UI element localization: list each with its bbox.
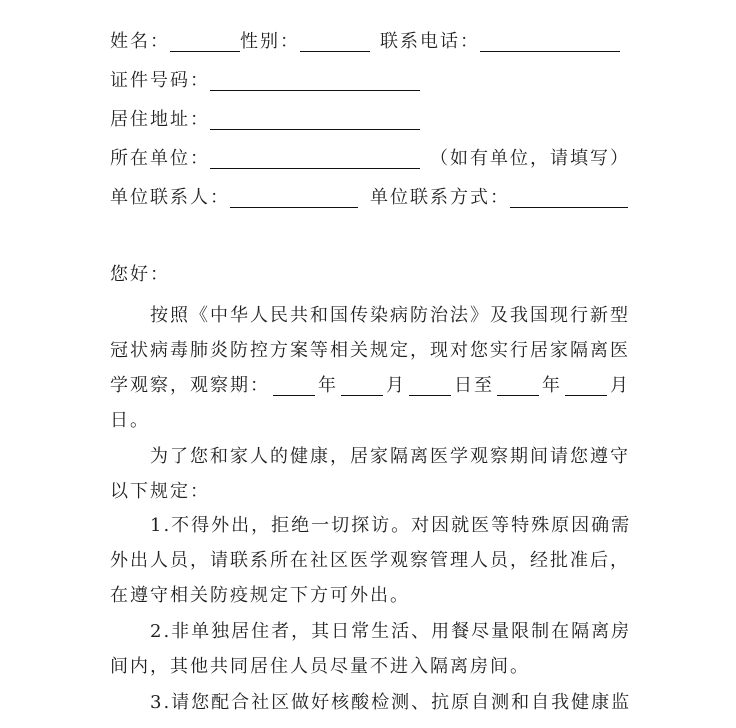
name-blank — [170, 31, 240, 52]
end-year-blank — [497, 375, 539, 396]
rule-2-line — [150, 620, 631, 644]
id-blank — [210, 70, 420, 91]
start-year-unit: 年 — [318, 375, 338, 396]
intro-line-2: 冠状病毒肺炎防控方案等相关规定，现对您实行居家隔离医 — [110, 340, 630, 361]
rule-1-line-2: 外出人员，请联系所在社区医学观察管理人员，经批准后， — [110, 550, 630, 571]
address-label: 居住地址： — [110, 109, 210, 130]
form-row-personal — [110, 30, 620, 54]
period-prefix: 学观察，观察期： — [110, 375, 270, 396]
rule-1-line — [150, 514, 631, 538]
name-label: 姓名： — [110, 31, 170, 52]
phone-label: 联系电话： — [380, 31, 480, 52]
unit-contact-blank — [230, 187, 358, 208]
unit-note: （如有单位，请填写） — [430, 148, 630, 169]
greeting-text: 您好： — [110, 264, 170, 285]
unit-label: 所在单位： — [110, 148, 210, 169]
paragraph-line — [110, 409, 150, 433]
start-year-blank — [273, 375, 315, 396]
rule-1-line-1: 1.不得外出，拒绝一切探访。对因就医等特殊原因确需 — [150, 515, 632, 536]
form-row-unit-contact — [110, 186, 628, 210]
rules-intro-line-2: 以下规定： — [110, 481, 210, 502]
gender-blank — [300, 31, 370, 52]
start-day-blank — [409, 375, 451, 396]
period-end: 日。 — [110, 410, 150, 431]
end-year-unit: 年 — [542, 375, 562, 396]
greeting — [110, 263, 170, 287]
intro-line-1: 按照《中华人民共和国传染病防治法》及我国现行新型 — [150, 305, 630, 326]
observation-period-line — [110, 374, 630, 398]
rule-3-line-1: 3.请您配合社区做好核酸检测、抗原自测和自我健康监 — [150, 692, 632, 713]
form-row-id — [110, 69, 420, 93]
end-month-blank — [565, 375, 607, 396]
rule-1-line — [110, 549, 630, 573]
form-row-address — [110, 108, 420, 132]
form-row-unit — [110, 147, 630, 171]
id-label: 证件号码： — [110, 70, 210, 91]
unit-contact-label: 单位联系人： — [110, 187, 230, 208]
gender-label: 性别： — [240, 31, 300, 52]
end-month-unit: 月 — [610, 375, 630, 396]
unit-contact-method-blank — [510, 187, 628, 208]
phone-blank — [480, 31, 620, 52]
rule-2-line-2: 间内，其他共同居住人员尽量不进入隔离房间。 — [110, 656, 530, 677]
rule-1-line — [110, 584, 410, 608]
rule-2-line — [110, 655, 530, 679]
start-month-blank — [341, 375, 383, 396]
address-blank — [210, 109, 420, 130]
unit-contact-method-label: 单位联系方式： — [370, 187, 510, 208]
paragraph-line — [110, 480, 210, 504]
start-month-unit: 月 — [386, 375, 406, 396]
rules-intro-line-1: 为了您和家人的健康，居家隔离医学观察期间请您遵守 — [150, 446, 630, 467]
paragraph-line — [110, 339, 630, 363]
paragraph-line — [150, 445, 630, 469]
rule-1-line-3: 在遵守相关防疫规定下方可外出。 — [110, 585, 410, 606]
unit-blank — [210, 148, 420, 169]
rule-3-line — [150, 691, 631, 715]
start-day-unit: 日至 — [454, 375, 494, 396]
paragraph-line — [150, 304, 630, 328]
rule-2-line-1: 2.非单独居住者，其日常生活、用餐尽量限制在隔离房 — [150, 621, 632, 642]
